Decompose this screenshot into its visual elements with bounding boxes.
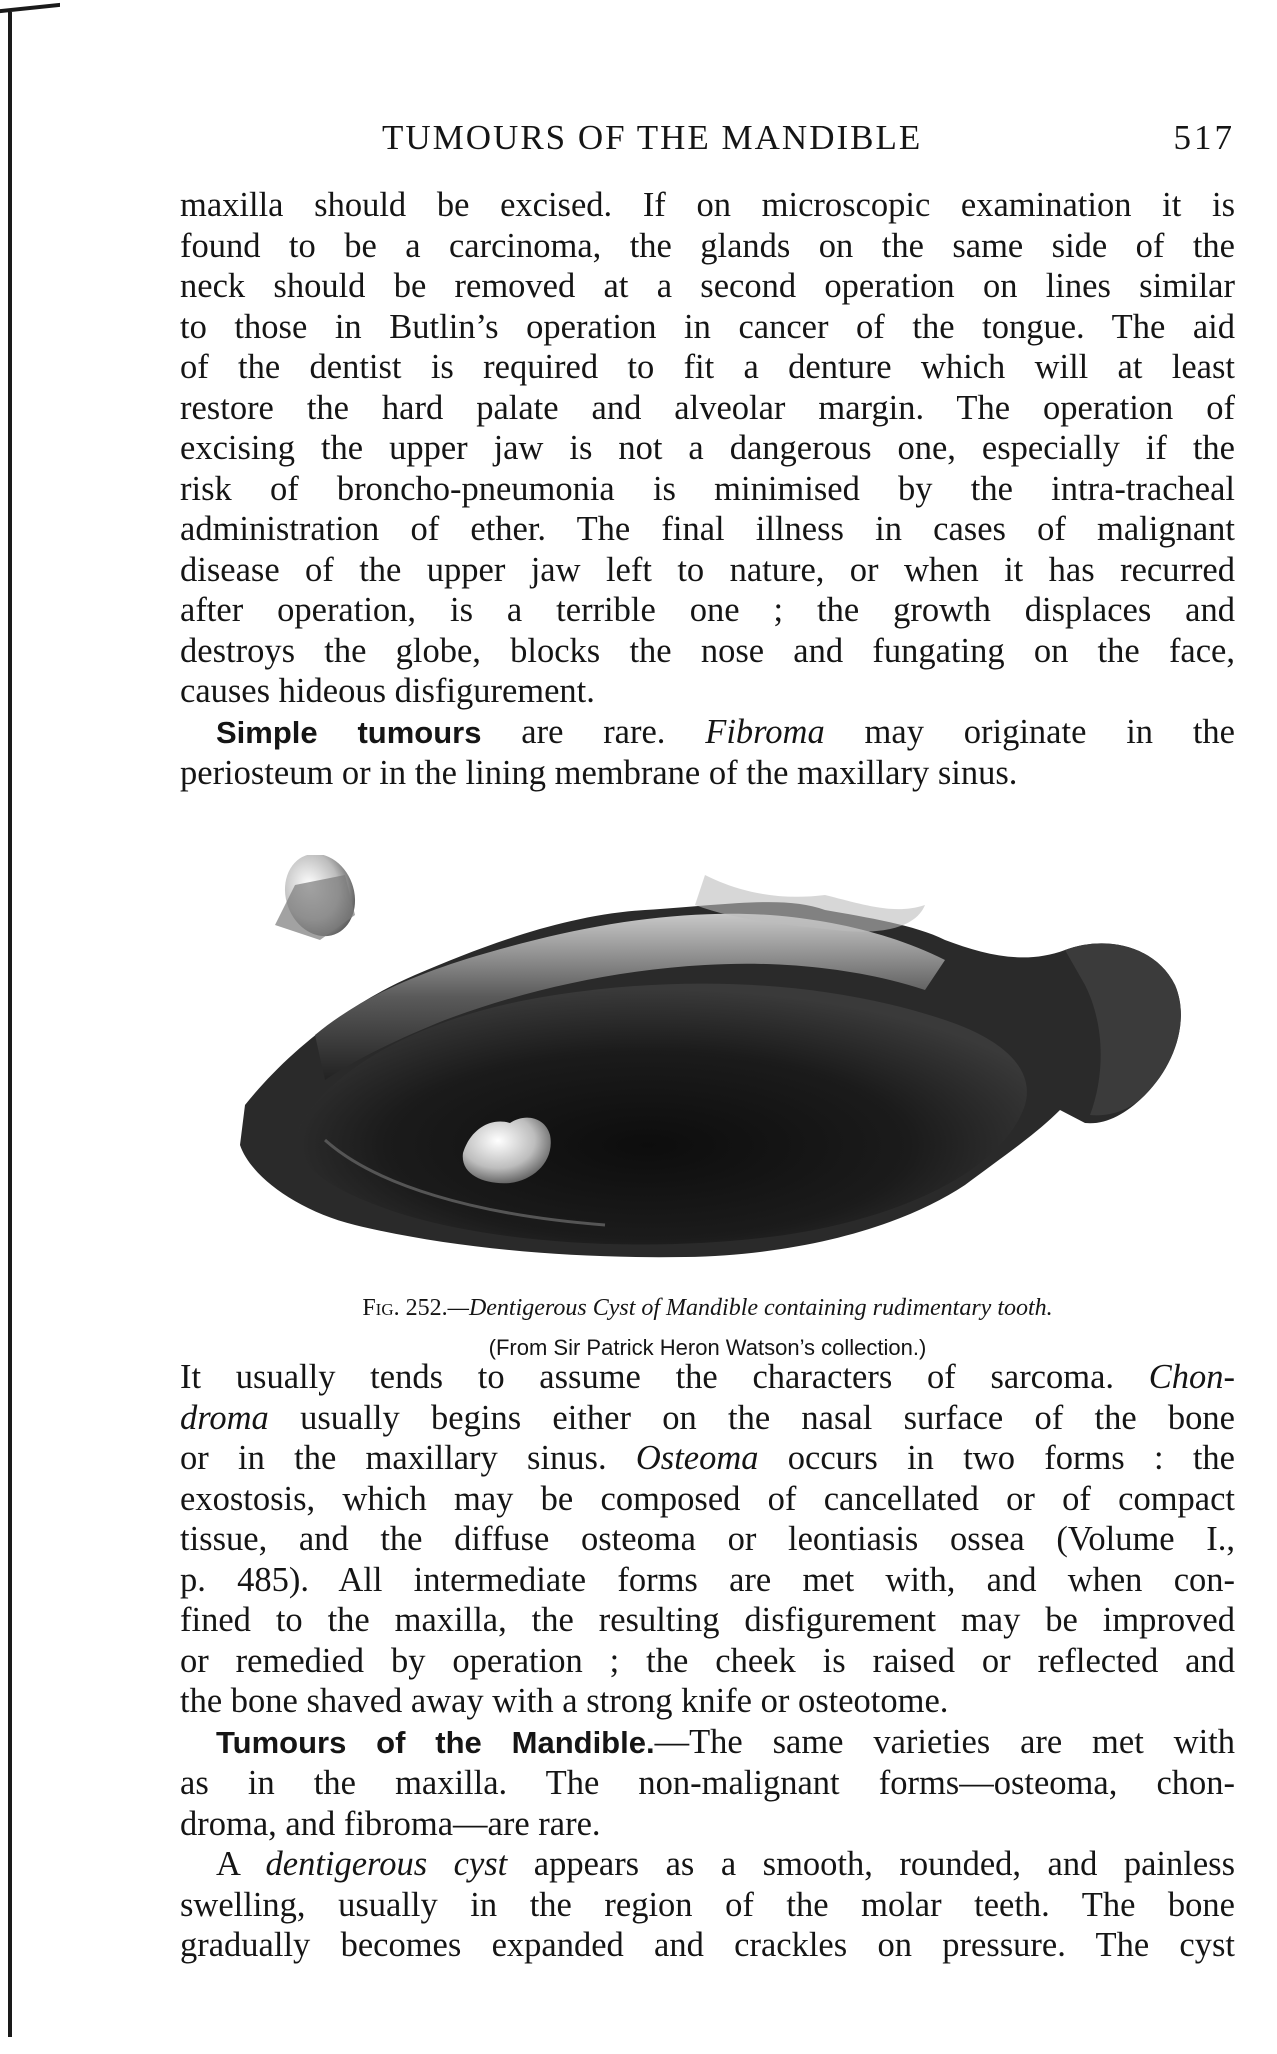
text-span: —The same varieties are met with — [654, 1722, 1235, 1761]
text-line: excising the upper jaw is not a dangerous one, especially if the — [180, 429, 1235, 467]
text-line: p. 485). All intermediate forms are met with, and when con- — [180, 1560, 1235, 1599]
page-number: 517 — [1173, 118, 1235, 157]
text-span: occurs in two forms : the — [758, 1439, 1235, 1477]
text-span: appears as a smooth, rounded, and painless — [507, 1845, 1235, 1883]
text-line: periosteum or in the lining membrane of the maxillary sinus. — [180, 754, 1018, 792]
chondroma-term: Chon- — [1148, 1358, 1235, 1396]
text-line — [180, 1357, 1235, 1398]
simple-tumours-heading: Simple tumours — [216, 714, 482, 750]
text-span: or in the maxillary sinus. — [180, 1439, 636, 1477]
text-line: or remedied by operation ; the cheek is raised or reflected and — [180, 1641, 1235, 1680]
figure-label: Fig. 252. — [362, 1295, 448, 1321]
simple-tumours-line — [180, 712, 1235, 754]
text-span: are rare. — [481, 712, 706, 751]
text-line: after operation, is a terrible one ; the growth displaces and — [180, 591, 1235, 629]
text-span: It usually tends to assume the characters of sarcoma. — [180, 1358, 1149, 1396]
text-line: administration of ether. The final illness in cases of malignant — [180, 510, 1235, 548]
paragraph-sarcoma — [180, 1357, 1235, 1966]
paragraph-maxilla-excision — [180, 185, 1235, 794]
text-line: neck should be removed at a second operation on lines similar — [180, 267, 1235, 305]
running-header — [180, 118, 1235, 166]
text-line: exostosis, which may be composed of cancellated or of compact — [180, 1479, 1235, 1518]
text-line: tissue, and the diffuse osteoma or leontiasis ossea (Volume I., — [180, 1520, 1235, 1558]
text-line: to those in Butlin’s operation in cancer of the tongue. The aid — [180, 307, 1235, 346]
text-line: restore the hard palate and alveolar margin. The operation of — [180, 388, 1235, 427]
binding-edge — [8, 12, 12, 2037]
text-line: the bone shaved away with a strong knife or osteotome. — [180, 1682, 949, 1720]
caption-line — [180, 1288, 1235, 1328]
dentigerous-cyst-term: dentigerous cyst — [265, 1845, 508, 1883]
text-line: found to be a carcinoma, the glands on the same side of the — [180, 226, 1235, 265]
text-line — [180, 1844, 1235, 1885]
chondroma-term: droma — [180, 1398, 269, 1437]
text-line: destroys the globe, blocks the nose and fungating on the face, — [180, 631, 1235, 670]
text-line: fined to the maxilla, the resulting disfigurement may be improved — [180, 1601, 1235, 1639]
text-line: droma, and fibroma—are rare. — [180, 1804, 601, 1843]
figure-252-mandible-cyst — [225, 855, 1205, 1260]
text-line: risk of broncho-pneumonia is minimised by the intra-tracheal — [180, 469, 1235, 508]
figure-caption — [180, 1288, 1235, 1368]
text-line: disease of the upper jaw left to nature, or when it has recurred — [180, 550, 1235, 589]
tumours-of-mandible-heading: Tumours of the Mandible. — [216, 1724, 655, 1760]
text-line: swelling, usually in the region of the molar teeth. The bone — [180, 1885, 1235, 1924]
text-line: maxilla should be excised. If on microscopic examination it is — [180, 186, 1235, 224]
text-line: causes hideous disfigurement. — [180, 672, 595, 710]
caption-text: —Dentigerous Cyst of Mandible containing rudimentary tooth. — [447, 1295, 1053, 1321]
text-line: of the dentist is required to fit a denture which will at least — [180, 348, 1235, 386]
text-line — [180, 1438, 1235, 1479]
text-span: may originate in the — [824, 712, 1235, 751]
text-span: usually begins either on the nasal surface of the bone — [268, 1398, 1235, 1437]
caption-source: (From Sir Patrick Heron Watson’s collection.) — [488, 1335, 927, 1360]
osteoma-term: Osteoma — [635, 1439, 759, 1477]
running-title: TUMOURS OF THE MANDIBLE — [382, 118, 923, 157]
fibroma-term: Fibroma — [705, 712, 825, 751]
text-line: gradually becomes expanded and crackles on pressure. The cyst — [180, 1926, 1235, 1964]
text-line: as in the maxilla. The non-malignant forms—osteoma, chon- — [180, 1764, 1235, 1802]
text-span: A — [216, 1845, 266, 1883]
text-line — [180, 1398, 1235, 1439]
mandible-heading-line — [180, 1722, 1235, 1764]
